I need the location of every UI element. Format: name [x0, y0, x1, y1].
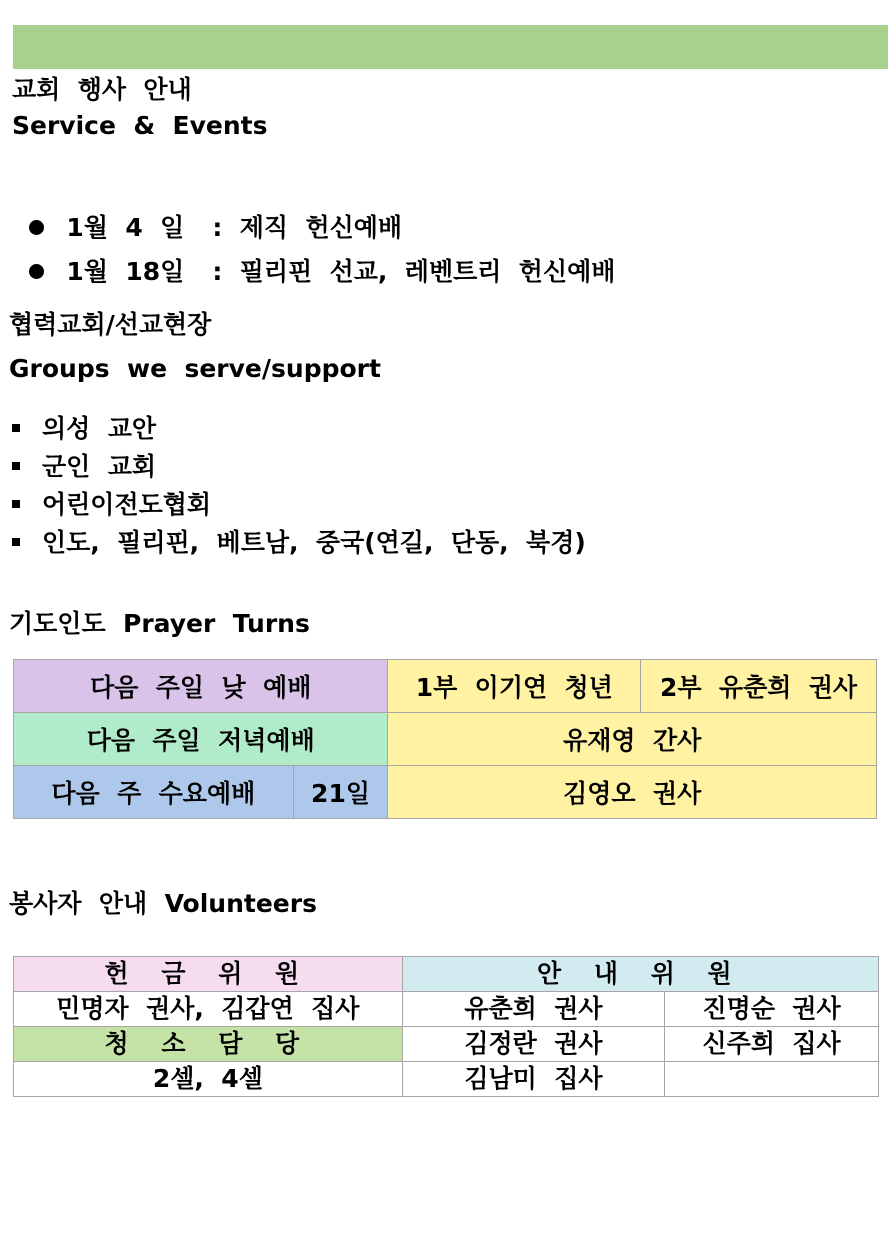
- evening-leader: 유재영 간사: [388, 713, 877, 766]
- event-date: 1월 18일: [66, 257, 185, 286]
- guide-header: 안 내 위 원: [402, 957, 878, 992]
- sunday-second-leader: 2부 유춘희 권사: [641, 660, 877, 713]
- cleaning-header: 청 소 담 당: [14, 1027, 403, 1062]
- event-item: [12, 221, 615, 289]
- table-row: [14, 713, 877, 766]
- evening-service-label: 다음 주일 저녁예배: [14, 713, 388, 766]
- prayer-title: 기도인도 Prayer Turns: [9, 609, 310, 638]
- sunday-service-label: 다음 주일 낮 예배: [14, 660, 388, 713]
- guide-member: 유춘희 권사: [402, 992, 665, 1027]
- group-item: 인도, 필리핀, 베트남, 중국(연길, 단동, 북경): [12, 526, 586, 560]
- groups-title-ko: 협력교회/선교현장: [9, 310, 212, 339]
- event-text: : 제직 헌신예배: [212, 213, 403, 242]
- wednesday-date: 21일: [293, 766, 388, 819]
- bullet-square-icon: [12, 500, 20, 508]
- bullet-square-icon: [12, 424, 20, 432]
- events-title-ko: 교회 행사 안내: [12, 75, 192, 104]
- group-item: 어린이전도협회: [12, 488, 211, 522]
- groups-title-en: Groups we serve/support: [9, 354, 381, 383]
- prayer-table: [13, 659, 877, 819]
- guide-member-empty: [665, 1062, 879, 1097]
- volunteers-table: [13, 956, 879, 1097]
- table-row: [14, 957, 879, 992]
- wednesday-leader: 김영오 권사: [388, 766, 877, 819]
- table-row: [14, 766, 877, 819]
- bullet-square-icon: [12, 462, 20, 470]
- wednesday-service-label: 다음 주 수요예배: [14, 766, 294, 819]
- cleaning-members: 2셀, 4셀: [14, 1062, 403, 1097]
- event-date: 1월 4 일: [66, 213, 185, 242]
- guide-member: 김정란 권사: [402, 1027, 665, 1062]
- volunteers-title: 봉사자 안내 Volunteers: [9, 889, 317, 918]
- event-text: : 필리핀 선교, 레벤트리 헌신예배: [212, 257, 616, 286]
- guide-member: 신주희 집사: [665, 1027, 879, 1062]
- table-row: [14, 992, 879, 1027]
- sunday-first-leader: 1부 이기연 청년: [388, 660, 641, 713]
- guide-member: 진명순 권사: [665, 992, 879, 1027]
- table-row: [14, 1027, 879, 1062]
- group-item: 의성 교안: [12, 412, 156, 446]
- table-row: [14, 660, 877, 713]
- events-title-en: Service & Events: [12, 111, 268, 140]
- bullet-dot-icon: [29, 264, 44, 279]
- offering-members: 민명자 권사, 김갑연 집사: [14, 992, 403, 1027]
- guide-member: 김남미 집사: [402, 1062, 665, 1097]
- offering-header: 헌 금 위 원: [14, 957, 403, 992]
- group-item: 군인 교회: [12, 450, 156, 484]
- bullet-square-icon: [12, 538, 20, 546]
- table-row: [14, 1062, 879, 1097]
- header-color-bar: [13, 25, 888, 69]
